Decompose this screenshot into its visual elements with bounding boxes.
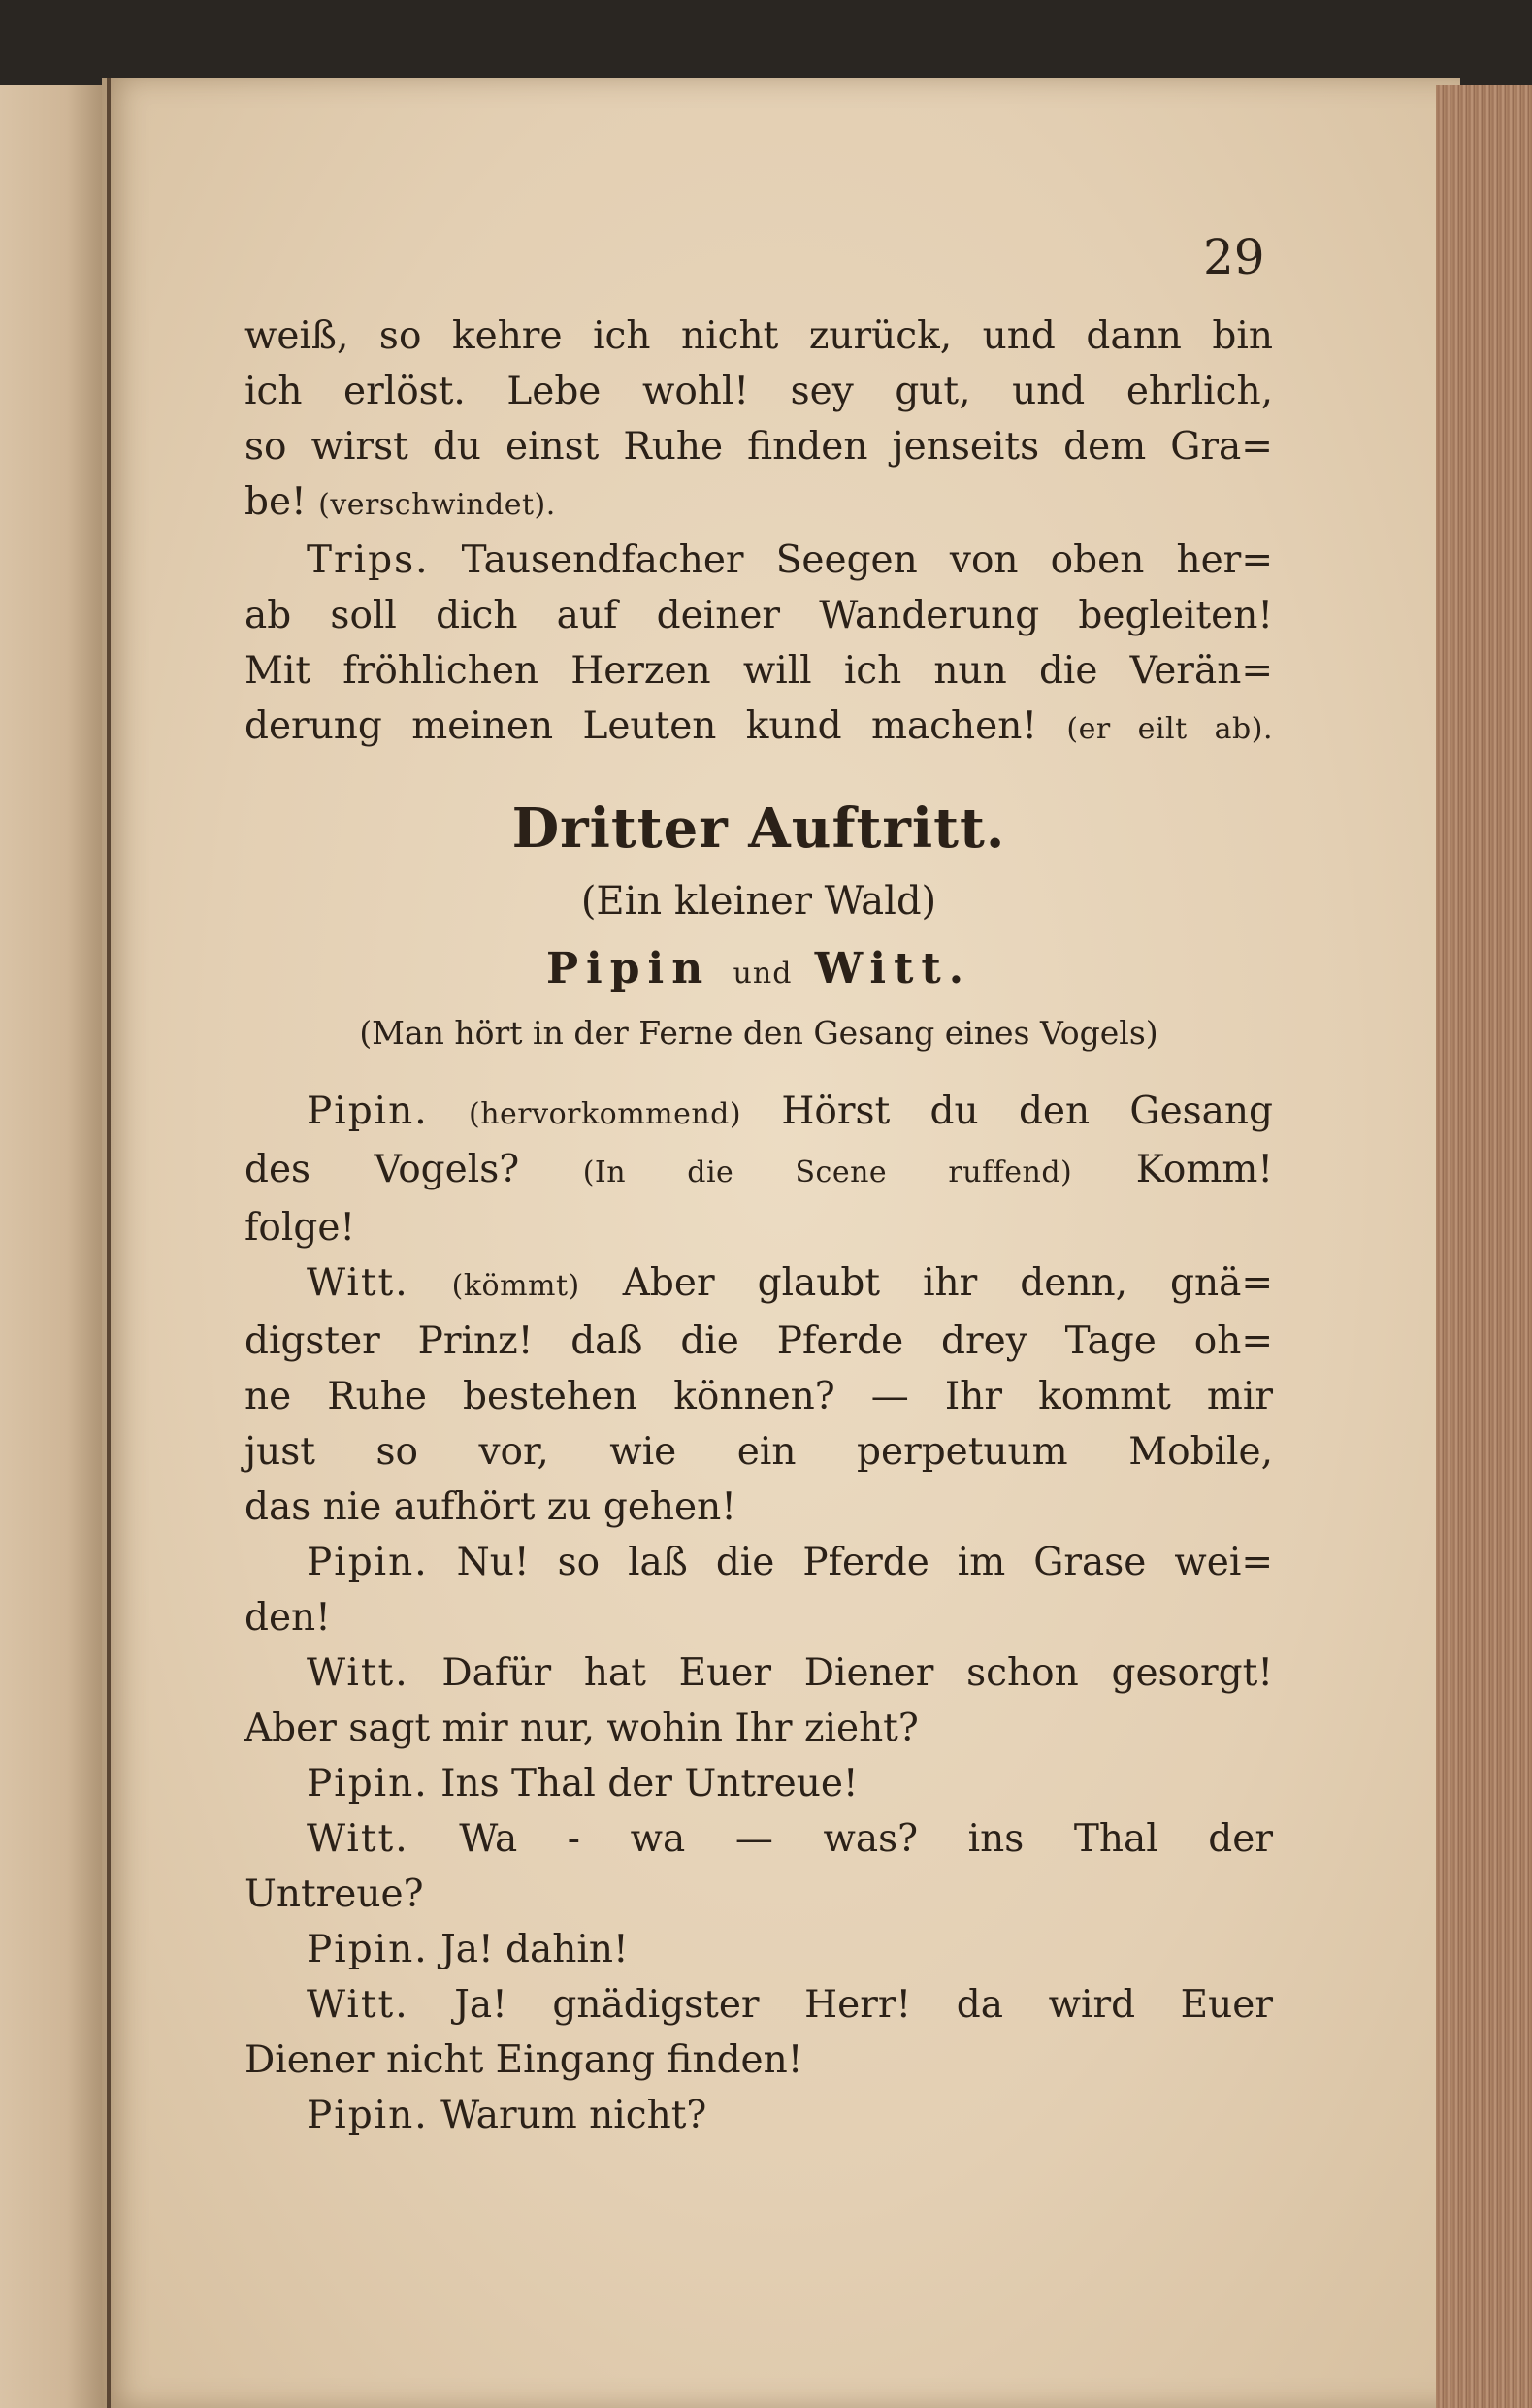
character-name: Witt.	[814, 944, 972, 993]
text-line	[244, 1645, 1273, 1701]
text-fragment: be!	[244, 480, 307, 524]
text-line: Mit fröhlichen Herzen will ich nun die Verän=	[244, 649, 1273, 693]
scene-direction: (Man hört in der Ferne den Gesang eines Vogels)	[359, 1014, 1158, 1052]
text-line: digster Prinz! daß die Pferde drey Tage oh=	[244, 1319, 1273, 1363]
text-fragment: Tausendfacher Seegen von oben her=	[461, 538, 1273, 582]
text-line: just so vor, wie ein perpetuum Mobile,	[244, 1430, 1273, 1474]
stage-direction: (In die Scene ruffend)	[582, 1155, 1073, 1189]
speaker-name: Pipin.	[307, 1090, 429, 1133]
text-fragment: Ja! dahin!	[440, 1928, 629, 1971]
stage-direction: (kömmt)	[451, 1269, 580, 1303]
text-line	[244, 1535, 1273, 1590]
stage-direction: (er eilt ab).	[1066, 712, 1273, 746]
speaker-name: Pipin.	[307, 1541, 429, 1584]
text-line	[244, 1756, 1273, 1811]
text-line	[244, 1255, 1273, 1314]
text-line	[244, 1977, 1273, 2033]
stage-direction: (hervorkommend)	[469, 1097, 742, 1131]
text-line: Aber sagt mir nur, wohin Ihr zieht?	[244, 1707, 919, 1750]
text-line: so wirst du einst Ruhe finden jenseits dem Gra=	[244, 425, 1273, 469]
text-line: folge!	[244, 1206, 356, 1250]
text-line	[244, 1084, 1273, 1142]
text-fragment: Aber glaubt ihr denn, gnä=	[622, 1261, 1274, 1305]
text-fragment: Dafür hat Euer Diener schon gesorgt!	[441, 1651, 1273, 1695]
text-line	[244, 1142, 1273, 1200]
speaker-name: Trips.	[307, 538, 430, 582]
scene-heading: Dritter Auftritt.	[511, 797, 1006, 861]
text-line: ne Ruhe bestehen können? — Ihr kommt mir	[244, 1375, 1273, 1418]
text-line	[244, 2088, 1273, 2143]
speaker-name: Pipin.	[307, 1762, 429, 1806]
text-fragment: des Vogels?	[244, 1148, 520, 1191]
page-edges	[1436, 85, 1532, 2408]
text-line	[244, 699, 1273, 757]
text-fragment: Hörst du den Gesang	[781, 1090, 1274, 1133]
text-fragment: Wa - wa — was? ins Thal der	[459, 1817, 1273, 1861]
text-fragment: Komm!	[1135, 1148, 1274, 1191]
text-fragment: Nu! so laß die Pferde im Grase wei=	[456, 1541, 1273, 1584]
book-gutter	[107, 78, 111, 2408]
speaker-name: Pipin.	[307, 2094, 429, 2137]
scene-setting: (Ein kleiner Wald)	[580, 879, 937, 924]
speaker-name: Witt.	[307, 1651, 409, 1695]
text-line	[244, 1922, 1273, 1977]
speaker-name: Pipin.	[307, 1928, 429, 1971]
text-line: ich erlöst. Lebe wohl! sey gut, und ehrlich,	[244, 370, 1273, 413]
page-number: 29	[1203, 229, 1265, 285]
text-line	[244, 474, 1273, 533]
speaker-name: Witt.	[307, 1817, 409, 1861]
text-line	[244, 533, 1273, 588]
text-fragment: Warum nicht?	[440, 2094, 707, 2137]
character-name: Pipin	[545, 944, 711, 993]
text-line: weiß, so kehre ich nicht zurück, und dann bin	[244, 314, 1273, 358]
text-fragment: Ja! gnädigster Herr! da wird Euer	[454, 1983, 1273, 2027]
page-text	[244, 309, 1273, 2143]
conjunction: und	[733, 957, 793, 991]
speaker-name: Witt.	[307, 1261, 409, 1305]
stage-direction: (verschwindet).	[318, 488, 556, 522]
scene-characters	[244, 941, 1273, 1001]
text-fragment: Ins Thal der Untreue!	[440, 1762, 859, 1806]
facing-page-edge	[0, 85, 112, 2408]
speaker-name: Witt.	[307, 1983, 409, 2027]
text-line: ab soll dich auf deiner Wanderung begleiten!	[244, 594, 1273, 637]
text-line: Untreue?	[244, 1872, 424, 1916]
text-fragment: derung meinen Leuten kund machen!	[244, 704, 1038, 748]
text-line: den!	[244, 1596, 331, 1640]
text-line: Diener nicht Eingang finden!	[244, 2038, 803, 2082]
text-line	[244, 1811, 1273, 1867]
text-line: das nie aufhört zu gehen!	[244, 1485, 736, 1529]
